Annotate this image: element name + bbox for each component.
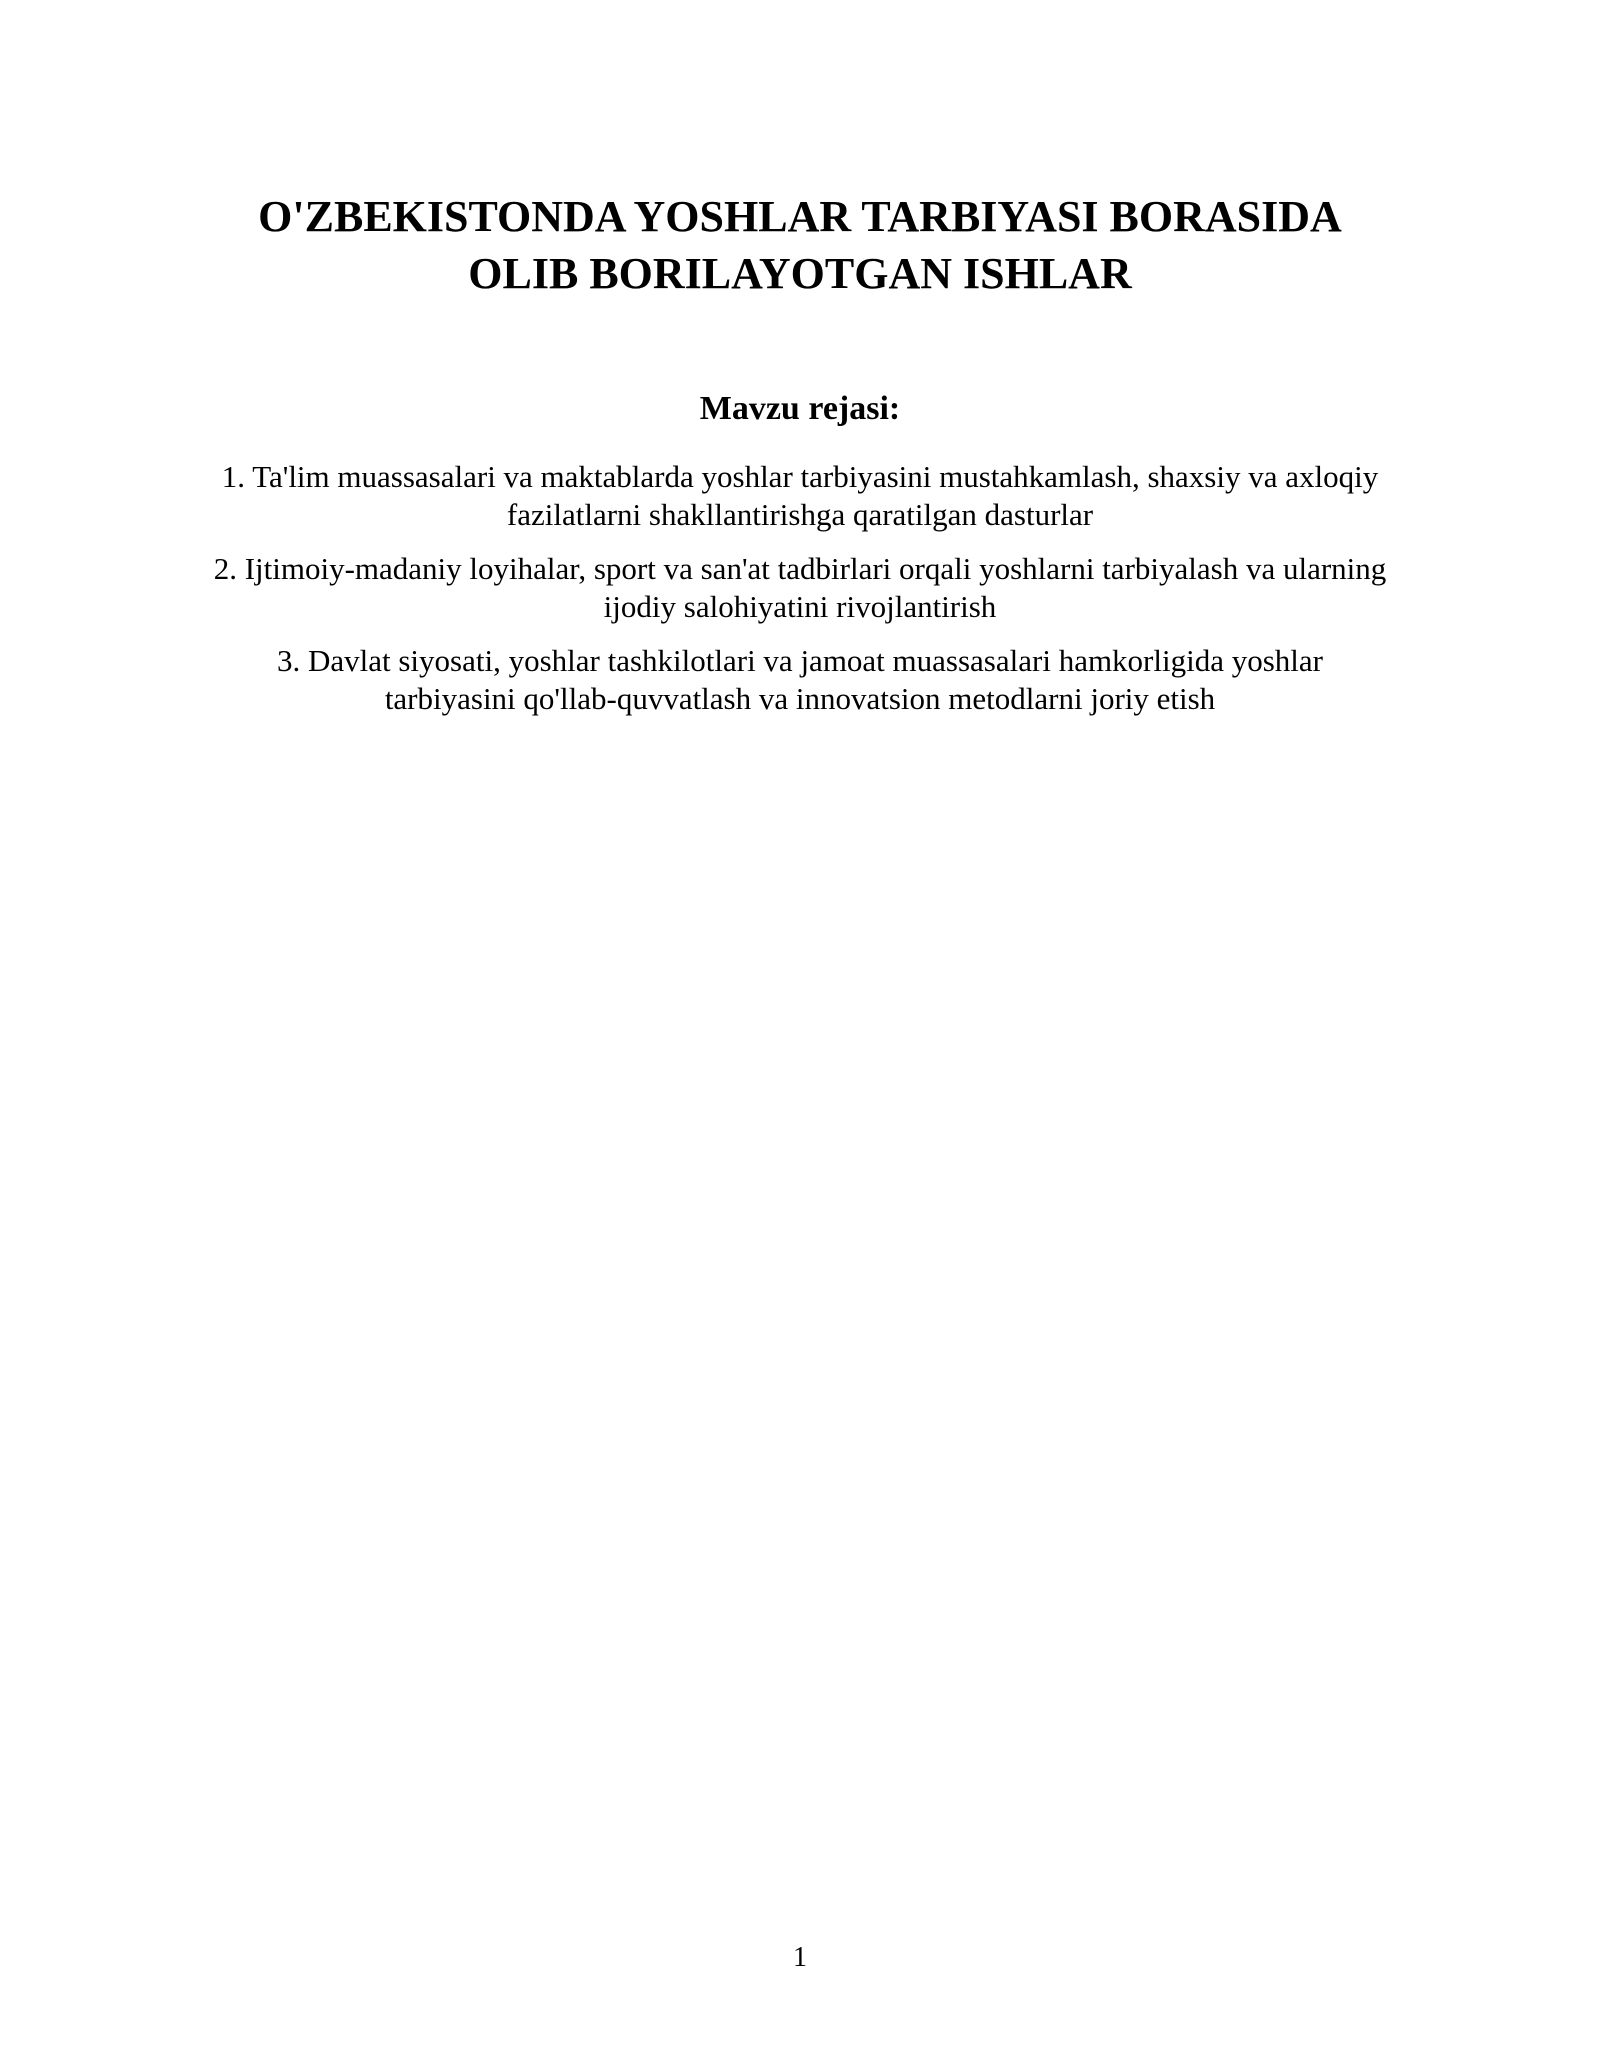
plan-item-2: 2. Ijtimoiy-madaniy loyihalar, sport va san'at tadbirlari orqali yoshlarni tarbiyalash va ularning ijodiy salohiyatini rivojlantirish: [213, 551, 1387, 624]
title-line-2: OLIB BORILAYOTGAN ISHLAR: [468, 249, 1132, 298]
plan-list: [200, 458, 1400, 734]
plan-item-3: 3. Davlat siyosati, yoshlar tashkilotlari va jamoat muassasalari hamkorligida yoshlar tarbiyasini qo'llab-quvvatlash va innovatsion metodlarni joriy etish: [276, 643, 1323, 716]
page-number: 1: [793, 1942, 807, 1973]
plan-heading: Mavzu rejasi:: [699, 390, 901, 427]
title-line-1: O'ZBEKISTONDA YOSHLAR TARBIYASI BORASIDA: [258, 192, 1342, 241]
plan-item-1: 1. Ta'lim muassasalari va maktablarda yoshlar tarbiyasini mustahkamlash, shaxsiy va axloqiy fazilatlarni shakllantirishga qaratilgan dasturlar: [221, 459, 1379, 532]
document-title: [200, 188, 1400, 302]
